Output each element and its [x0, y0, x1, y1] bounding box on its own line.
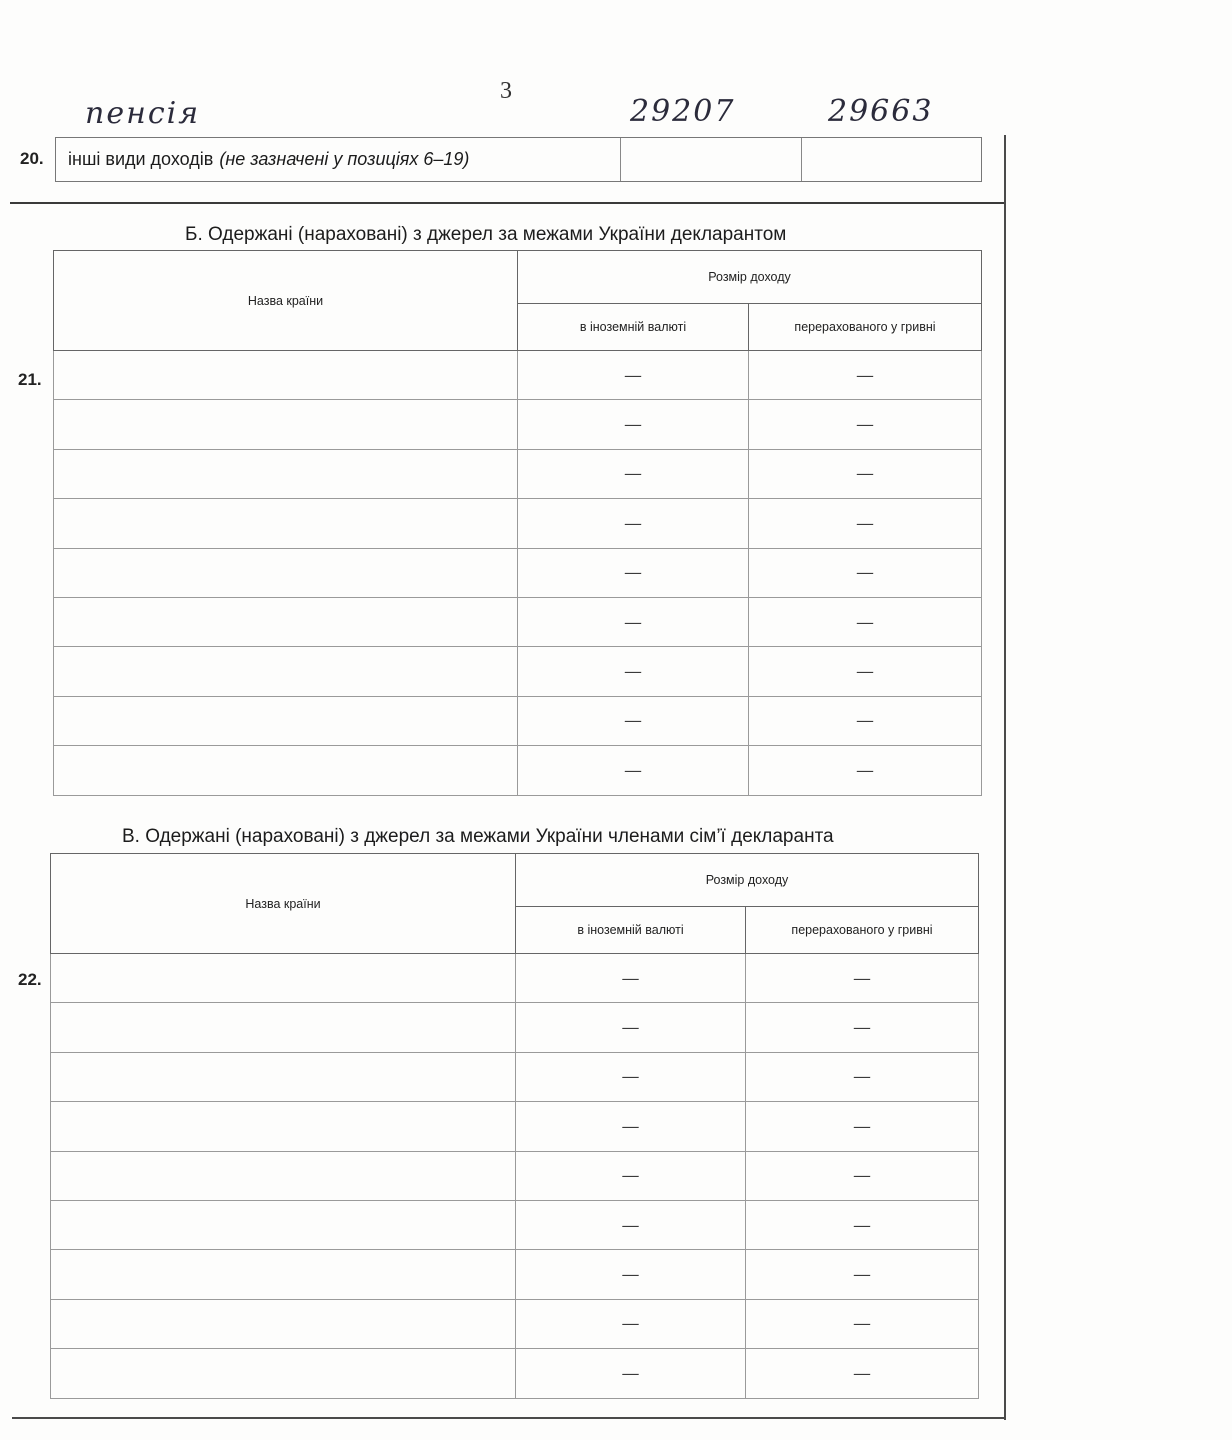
table-row	[51, 1102, 979, 1151]
country-cell	[54, 548, 518, 597]
uah-cell: —	[746, 1200, 979, 1249]
foreign-currency-cell: —	[518, 351, 749, 400]
country-cell	[51, 1052, 516, 1101]
row-20-note: (не зазначені у позиціях 6–19)	[219, 149, 470, 169]
uah-header: перерахованого у гривні	[746, 907, 979, 954]
foreign-currency-cell: —	[518, 696, 749, 745]
country-header: Назва країни	[54, 251, 518, 351]
table-row	[54, 499, 982, 548]
uah-cell: —	[746, 1003, 979, 1052]
foreign-currency-cell: —	[518, 400, 749, 449]
table-row	[51, 1349, 979, 1398]
country-cell	[54, 499, 518, 548]
row-20-text: інші види доходів	[68, 149, 214, 169]
table-row	[54, 696, 982, 745]
foreign-income-declarant-table	[53, 250, 982, 796]
table-row	[54, 400, 982, 449]
section-v-heading: В. Одержані (нараховані) з джерел за межами України членами сім’ї декларанта	[122, 826, 834, 847]
income-size-header: Розмір доходу	[518, 251, 982, 304]
table-row	[54, 597, 982, 646]
foreign-currency-cell: —	[518, 548, 749, 597]
table-row	[54, 746, 982, 795]
table-row	[51, 1200, 979, 1249]
country-cell	[54, 449, 518, 498]
table-row	[54, 548, 982, 597]
handwritten-value-2: 29663	[828, 94, 934, 129]
foreign-currency-cell: —	[516, 1200, 746, 1249]
foreign-currency-cell: —	[516, 1003, 746, 1052]
table-row	[51, 954, 979, 1003]
country-cell	[51, 1299, 516, 1348]
foreign-currency-cell: —	[518, 597, 749, 646]
section-b-heading: Б. Одержані (нараховані) з джерел за межами України декларантом	[185, 224, 787, 245]
handwritten-value-1: 29207	[630, 94, 736, 129]
uah-cell: —	[746, 1299, 979, 1348]
row-number-22: 22.	[18, 970, 42, 989]
foreign-currency-cell: —	[516, 1250, 746, 1299]
row-number-20: 20.	[20, 149, 44, 168]
row-number-21: 21.	[18, 370, 42, 389]
country-cell	[51, 1200, 516, 1249]
table-row	[51, 1299, 979, 1348]
uah-cell: —	[749, 449, 982, 498]
uah-cell: —	[749, 647, 982, 696]
uah-cell: —	[746, 1151, 979, 1200]
foreign-currency-cell: —	[518, 647, 749, 696]
foreign-currency-cell: —	[516, 1349, 746, 1398]
country-cell	[54, 696, 518, 745]
foreign-currency-header: в іноземній валюті	[516, 907, 746, 954]
uah-cell: —	[746, 954, 979, 1003]
country-cell	[54, 746, 518, 795]
uah-cell: —	[746, 1349, 979, 1398]
country-cell	[54, 647, 518, 696]
foreign-currency-cell: —	[516, 1151, 746, 1200]
uah-cell: —	[749, 400, 982, 449]
country-cell	[51, 1349, 516, 1398]
uah-cell: —	[749, 351, 982, 400]
country-cell	[54, 351, 518, 400]
country-cell	[54, 597, 518, 646]
country-cell	[54, 400, 518, 449]
row-20-description	[56, 138, 621, 181]
foreign-currency-cell: —	[518, 746, 749, 795]
row-20-box	[55, 137, 982, 182]
table-row	[51, 1250, 979, 1299]
table-row	[54, 449, 982, 498]
uah-cell: —	[746, 1102, 979, 1151]
right-margin-line	[1004, 135, 1006, 1420]
uah-cell: —	[749, 499, 982, 548]
country-cell	[51, 1102, 516, 1151]
foreign-income-family-table	[50, 853, 979, 1399]
uah-cell: —	[749, 548, 982, 597]
page-number: 3	[500, 78, 512, 104]
table-row	[54, 351, 982, 400]
country-cell	[51, 1151, 516, 1200]
foreign-currency-cell: —	[516, 1299, 746, 1348]
foreign-currency-cell: —	[516, 1052, 746, 1101]
foreign-currency-cell: —	[516, 1102, 746, 1151]
foreign-currency-cell: —	[518, 449, 749, 498]
table-row	[54, 647, 982, 696]
income-size-header: Розмір доходу	[516, 854, 979, 907]
row-20-family-cell	[802, 138, 981, 181]
bottom-line	[12, 1417, 1005, 1419]
foreign-currency-cell: —	[516, 954, 746, 1003]
uah-cell: —	[746, 1052, 979, 1101]
country-cell	[51, 954, 516, 1003]
handwritten-label: пенсія	[85, 96, 201, 131]
row-20-declarant-cell	[621, 138, 802, 181]
country-cell	[51, 1250, 516, 1299]
uah-cell: —	[749, 597, 982, 646]
table-row	[51, 1151, 979, 1200]
foreign-currency-cell: —	[518, 499, 749, 548]
uah-header: перерахованого у гривні	[749, 304, 982, 351]
uah-cell: —	[749, 746, 982, 795]
table-row	[51, 1052, 979, 1101]
uah-cell: —	[746, 1250, 979, 1299]
foreign-currency-header: в іноземній валюті	[518, 304, 749, 351]
country-cell	[51, 1003, 516, 1052]
country-header: Назва країни	[51, 854, 516, 954]
section-divider-line	[10, 202, 1005, 204]
table-row	[51, 1003, 979, 1052]
uah-cell: —	[749, 696, 982, 745]
